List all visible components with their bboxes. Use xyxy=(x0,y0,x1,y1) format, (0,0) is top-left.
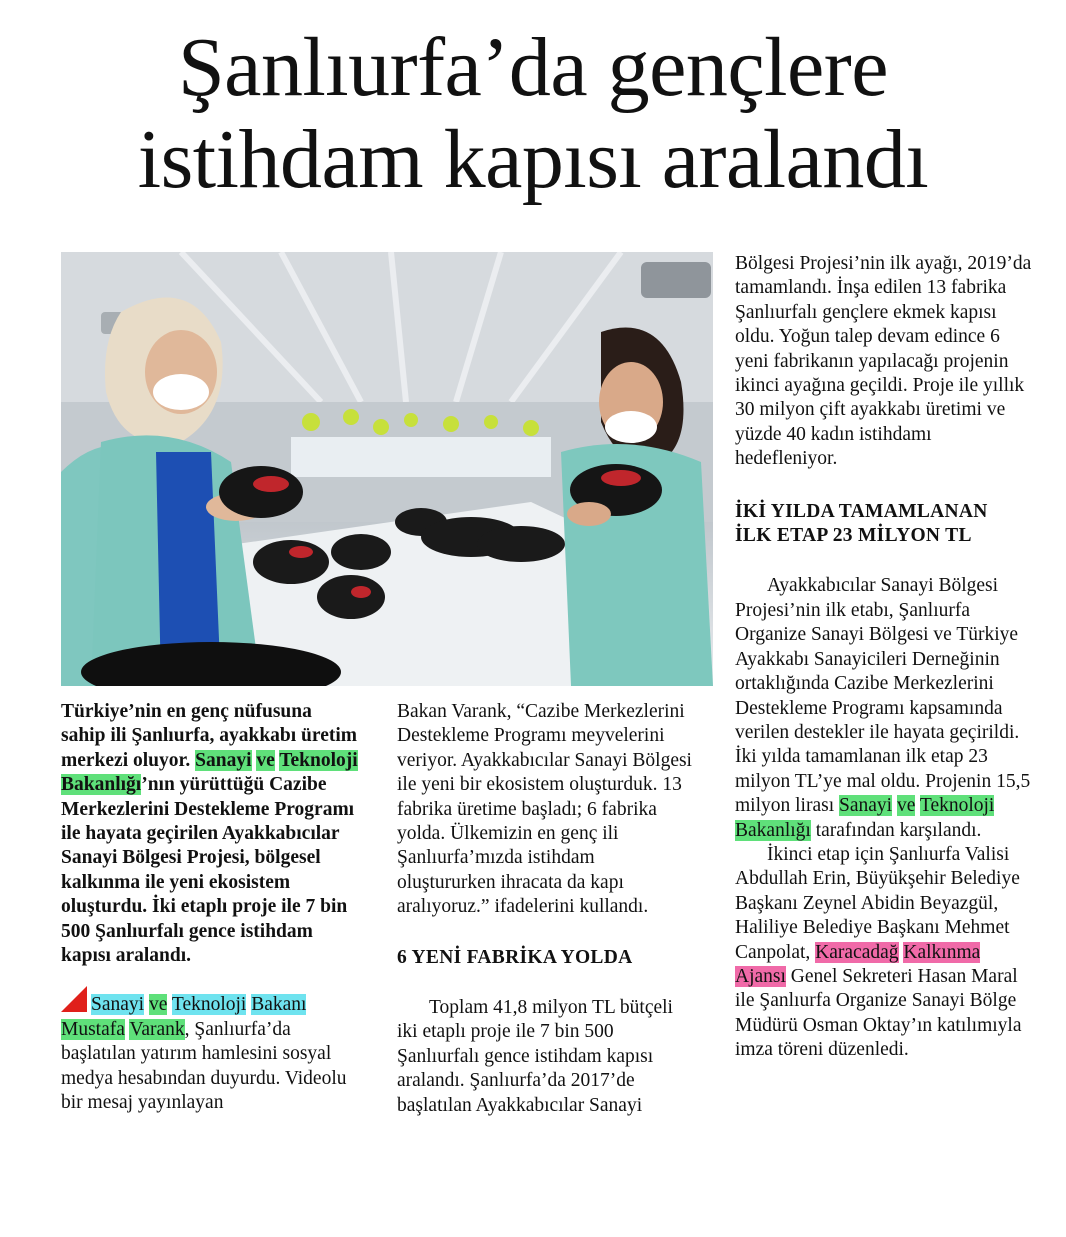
lead-paragraph xyxy=(61,700,361,968)
highlighted-term: Teknoloji xyxy=(279,749,358,771)
text-run: ’nın yürüttüğü Cazibe Merkezlerini Destekleme Programı ile hayata geçirilen Ayakkabıcılar Sanayi Bölgesi Projesi, bölgesel kalkınma ile yeni ekosistem oluşturdu. İki etaplı proje ile 7 bin 500 Şanlıurfalı gence istihdam kapısı aralandı. xyxy=(61,774,355,967)
highlighted-term: Varank xyxy=(129,1018,185,1040)
headline xyxy=(0,22,1066,206)
factory-workers-photo xyxy=(61,252,713,686)
highlighted-term: Bakanı xyxy=(251,994,307,1016)
column-3 xyxy=(735,252,1035,1063)
highlighted-term: ve xyxy=(256,749,275,771)
highlighted-term: Ajansı xyxy=(735,965,786,987)
body-paragraph xyxy=(735,574,1035,842)
highlighted-term: Sanayi xyxy=(195,749,252,771)
highlighted-term: ve xyxy=(148,994,168,1016)
body-paragraph: Toplam 41,8 milyon TL bütçeli iki etaplı proje ile 7 bin 500 Şanlıurfalı gence istihdam kapısı aralandı. Şanlıurfa’da 2017’de başlatılan Ayakkabıcılar Sanayi xyxy=(397,997,673,1116)
highlighted-term: Sanayi xyxy=(839,795,893,817)
highlighted-term: Bakanlığı xyxy=(735,819,811,841)
text-run: İkinci etap için Şanlıurfa Valisi Abdullah Erin, Büyükşehir Belediye Başkanı Zeynel Abidin Beyazgül, Haliliye Belediye Başkanı Mehmet Canpolat, xyxy=(735,843,1020,963)
highlighted-term: Teknoloji xyxy=(919,795,995,817)
highlighted-term: Sanayi xyxy=(91,994,145,1016)
headline-line-1: Şanlıurfa’da gençlere xyxy=(177,21,889,114)
text-run: , Şanlıurfa’da başlatılan yatırım hamlesini sosyal medya hesabından duyurdu. Videolu bir mesaj yayınlayan xyxy=(61,1018,347,1114)
body-paragraph xyxy=(61,986,361,1115)
column-2 xyxy=(397,700,697,1118)
continued-paragraph: Bölgesi Projesi’nin ilk ayağı, 2019’da tamamlandı. İnşa edilen 13 fabrika Şanlıurfalı gençlere ekmek kapısı oldu. Yoğun talep devam edince 6 yeni fabrikanın yapılacağı projenin ikinci ayağına geçildi. Proje ile yıllık 30 milyon çift ayakkabı üretimi ve yüzde 40 kadın istihdamı hedefleniyor. xyxy=(735,253,1032,470)
subheading: 6 YENİ FABRİKA YOLDA xyxy=(397,946,633,968)
text-run: Ayakkabıcılar Sanayi Bölgesi Projesi’nin ilk etabı, Şanlıurfa Organize Sanayi Bölgesi ve Türkiye Ayakkabı Sanayicileri Derneğinin ortaklığında Cazibe Merkezlerini Destekleme Programı kapsamında verilen destekler ile hayata geçirildi. İki yılda tamamlanan ilk etap 23 milyon TL’ye mal oldu. Projenin 15,5 milyon lirası xyxy=(735,575,1031,817)
highlighted-term: Teknoloji xyxy=(171,994,247,1016)
highlighted-term: ve xyxy=(896,795,916,817)
body-paragraph xyxy=(735,843,1035,1063)
highlighted-term: Karacadağ xyxy=(815,941,899,963)
highlighted-term: Bakanlığı xyxy=(61,774,142,796)
highlighted-term: Kalkınma xyxy=(903,941,981,963)
headline-line-2: istihdam kapısı aralandı xyxy=(137,113,929,206)
text-run: Genel Sekreteri Hasan Maral ile Şanlıurfa Organize Sanayi Bölge Müdürü Osman Oktay’ın katılımıyla imza töreni düzenledi. xyxy=(735,965,1022,1061)
quote-paragraph: Bakan Varank, “Cazibe Merkezlerini Destekleme Programı meyvelerini veriyor. Ayakkabıcılar Sanayi Bölgesi ile yeni bir ekosistem oluşturduk. 13 fabrika üretime başladı; 6 fabrika yolda. Ülkemizin en genç ili Şanlıurfa’mızda istihdam oluştururken ihracata da kapı aralıyoruz.” ifadelerini kullandı. xyxy=(397,701,692,918)
text-run: Türkiye’nin en genç nüfusuna sahip ili Şanlıurfa, ayakkabı üretim merkezi oluyor. xyxy=(61,701,358,771)
text-run: tarafından karşılandı. xyxy=(810,819,982,841)
red-triangle-icon xyxy=(61,986,87,1012)
column-1 xyxy=(61,700,361,1116)
subheading: İKİ YILDA TAMAMLANAN İLK ETAP 23 MİLYON TL xyxy=(735,500,988,547)
highlighted-term: Mustafa xyxy=(61,1018,125,1040)
